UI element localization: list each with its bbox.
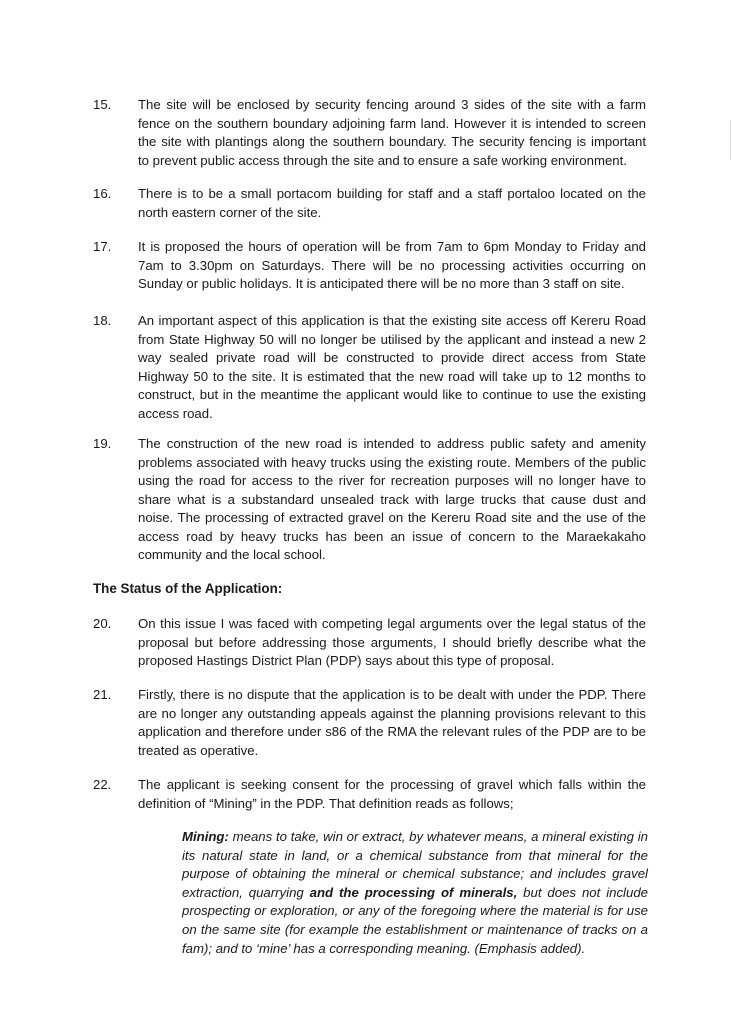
mining-definition-quote xyxy=(182,828,648,958)
quote-emphasis: and the processing of minerals, xyxy=(309,884,518,900)
paragraph-22 xyxy=(93,776,646,813)
paragraph-21 xyxy=(93,686,646,760)
paragraph-text: Firstly, there is no dispute that the application is to be dealt with under the PDP. There are no longer any outstanding appeals against the planning provisions relevant to this application and therefore under s86 of the RMA the relevant rules of the PDP are to be treated as operative. xyxy=(138,687,646,758)
paragraph-19 xyxy=(93,435,646,565)
paragraph-number: 19. xyxy=(93,436,112,451)
paragraph-text: An important aspect of this application is that the existing site access off Kereru Road from State Highway 50 will no longer be utilised by the applicant and instead a new 2 way sealed private road will be constructed to provide direct access from State Highway 50 to the site. It is estimated that the new road will take up to 12 months to construct, but in the meantime the applicant would like to continue to use the existing access road. xyxy=(138,313,646,421)
paragraph-text: The site will be enclosed by security fencing around 3 sides of the site with a farm fence on the southern boundary adjoining farm land. However it is intended to screen the site with plantings along the southern boundary. The security fencing is important to prevent public access through the site and to ensure a safe working environment. xyxy=(138,97,646,168)
paragraph-text: The construction of the new road is intended to address public safety and amenity problems associated with heavy trucks using the existing route. Members of the public using the road for access to the river for recreation purposes will no longer have to share what is a substandard unsealed track with large trucks that cause dust and noise. The processing of extracted gravel on the Kereru Road site and the use of the access road by heavy trucks has been an issue of concern to the Maraekakaho community and the local school. xyxy=(138,436,646,562)
paragraph-number: 21. xyxy=(93,687,112,702)
quote-text-part1: means to take, win or extract, by whatever means, a mineral existing in its natural state in land, or a chemical substance from that mineral for the purpose of obtaining the mineral or chemical substance; and includes gravel extraction, quarrying xyxy=(182,829,648,900)
section-heading: The Status of the Application: xyxy=(93,581,283,596)
paragraph-text: There is to be a small portacom building for staff and a staff portaloo located on the north eastern corner of the site. xyxy=(138,186,646,220)
paragraph-20 xyxy=(93,615,646,671)
paragraph-number: 16. xyxy=(93,186,112,201)
paragraph-15 xyxy=(93,96,646,170)
paragraph-17 xyxy=(93,238,646,294)
paragraph-text: It is proposed the hours of operation will be from 7am to 6pm Monday to Friday and 7am to 3.30pm on Saturdays. There will be no processing activities occurring on Sunday or public holidays. It is anticipated there will be no more than 3 staff on site. xyxy=(138,239,646,291)
paragraph-number: 17. xyxy=(93,239,112,254)
paragraph-number: 22. xyxy=(93,777,112,792)
paragraph-number: 20. xyxy=(93,616,112,631)
paragraph-text: The applicant is seeking consent for the processing of gravel which falls within the definition of “Mining” in the PDP. That definition reads as follows; xyxy=(138,777,646,811)
paragraph-text: On this issue I was faced with competing legal arguments over the legal status of the proposal but before addressing those arguments, I should briefly describe what the proposed Hastings District Plan (PDP) says about this type of proposal. xyxy=(138,616,646,668)
paragraph-number: 15. xyxy=(93,97,112,112)
paragraph-18 xyxy=(93,312,646,423)
defined-term: Mining: xyxy=(182,829,229,844)
paragraph-number: 18. xyxy=(93,313,112,328)
quote-text-part2: but does not include prospecting or exploration, or any of the foregoing where the material is for use on the same site (for example the establishment or maintenance of tracks on a fam); and to ‘mine’ has a corresponding meaning. (Emphasis added). xyxy=(182,884,648,956)
paragraph-16 xyxy=(93,185,646,222)
